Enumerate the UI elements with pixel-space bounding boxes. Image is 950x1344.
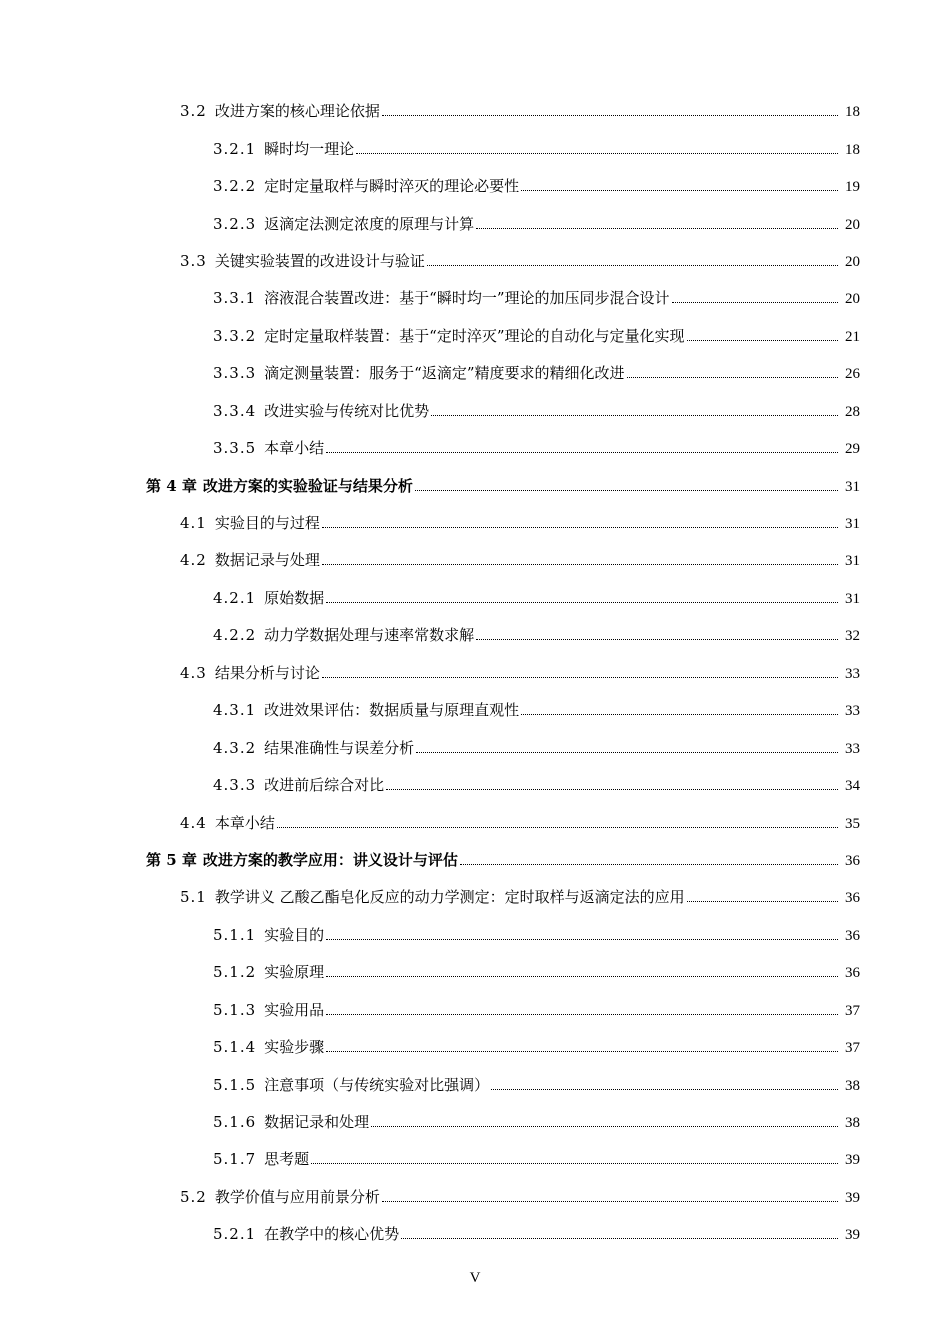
dot-leader — [476, 639, 838, 640]
dot-leader — [326, 452, 838, 453]
toc-entry-line — [213, 213, 860, 234]
toc-entry-title: 改进方案的核心理论依据 — [214, 102, 380, 121]
toc-entry-number: 3.2.3 — [213, 214, 257, 233]
toc-entry-number: 4.3 — [180, 663, 207, 682]
toc-entry-page: 36 — [845, 965, 860, 982]
toc-entry-page: 21 — [845, 328, 860, 345]
dot-leader — [416, 752, 838, 753]
toc-entry[interactable] — [0, 953, 950, 990]
toc-entry-number: 5.2 — [180, 1187, 207, 1206]
dot-leader — [476, 228, 838, 229]
toc-entry-title: 结果准确性与误差分析 — [264, 738, 415, 757]
toc-entry[interactable] — [0, 579, 950, 616]
toc-entry-title: 实验目的与过程 — [214, 514, 320, 533]
dot-leader — [491, 1089, 838, 1090]
toc-entry-title: 在教学中的核心优势 — [264, 1225, 400, 1244]
toc-entry-page: 37 — [845, 1040, 860, 1057]
toc-entry-line — [213, 1148, 860, 1169]
toc-entry-title: 溶液混合装置改进：基于“瞬时均一”理论的加压同步混合设计 — [264, 289, 670, 308]
toc-entry-page: 18 — [845, 104, 860, 121]
toc-entry[interactable] — [0, 654, 950, 691]
dot-leader — [672, 302, 838, 303]
toc-entry-line — [213, 400, 860, 421]
toc-entry-title: 本章小结 — [264, 439, 325, 458]
toc-entry[interactable] — [0, 1065, 950, 1102]
toc-entry-number: 5.2.1 — [213, 1225, 257, 1244]
toc-entry-title: 原始数据 — [264, 588, 325, 607]
toc-entry-page: 38 — [845, 1115, 860, 1132]
toc-entry[interactable] — [0, 392, 950, 429]
toc-entry-page: 31 — [845, 553, 860, 570]
toc-entry-page: 39 — [845, 1189, 860, 1206]
toc-entry[interactable] — [0, 691, 950, 728]
toc-entry-line — [180, 1186, 860, 1207]
toc-entry-page: 20 — [845, 291, 860, 308]
dot-leader — [521, 714, 838, 715]
toc-entry-line — [213, 437, 860, 458]
toc-entry-number: 5.1.5 — [213, 1075, 257, 1094]
toc-entry-page: 28 — [845, 403, 860, 420]
toc-entry-title: 关键实验装置的改进设计与验证 — [214, 251, 425, 270]
toc-entry-title: 实验目的 — [264, 925, 325, 944]
toc-entry[interactable] — [0, 1028, 950, 1065]
toc-entry-line — [146, 849, 860, 870]
toc-entry[interactable] — [0, 541, 950, 578]
toc-entry-page: 36 — [845, 852, 860, 869]
dot-leader — [326, 1051, 838, 1052]
dot-leader — [326, 939, 838, 940]
toc-entry[interactable] — [0, 429, 950, 466]
toc-entry-line — [180, 100, 860, 121]
toc-entry-line — [213, 924, 860, 945]
dot-leader — [386, 789, 838, 790]
toc-entry-line — [213, 624, 860, 645]
toc-entry-number: 4.3.3 — [213, 776, 257, 795]
toc-entry-number: 4.2.2 — [213, 626, 257, 645]
toc-entry-line — [180, 662, 860, 683]
toc-entry-line — [213, 325, 860, 346]
dot-leader — [322, 564, 838, 565]
toc-entry-line — [146, 475, 860, 496]
toc-entry[interactable] — [0, 841, 950, 878]
toc-entry[interactable] — [0, 242, 950, 279]
dot-leader — [401, 1238, 838, 1239]
toc-entry-number: 4.3.2 — [213, 738, 257, 757]
dot-leader — [311, 1163, 838, 1164]
dot-leader — [326, 602, 838, 603]
toc-entry[interactable] — [0, 1140, 950, 1177]
toc-entry-title: 实验原理 — [264, 963, 325, 982]
toc-entry-line — [180, 512, 860, 533]
toc-entry[interactable] — [0, 1178, 950, 1215]
toc-entry-line — [180, 549, 860, 570]
toc-entry-title: 定时定量取样装置：基于“定时淬灭”理论的自动化与定量化实现 — [264, 326, 685, 345]
toc-entry-title: 瞬时均一理论 — [264, 139, 355, 158]
toc-entry-title: 实验用品 — [264, 1000, 325, 1019]
toc-entry-number: 3.3.5 — [213, 439, 257, 458]
toc-entry-number: 5.1.2 — [213, 963, 257, 982]
dot-leader — [277, 827, 838, 828]
toc-entry-title: 改进前后综合对比 — [264, 776, 385, 795]
dot-leader — [687, 901, 838, 902]
toc-entry-title: 改进效果评估：数据质量与原理直观性 — [264, 701, 520, 720]
dot-leader — [427, 265, 838, 266]
toc-entry-title: 改进方案的教学应用：讲义设计与评估 — [202, 850, 458, 869]
toc-entry-page: 29 — [845, 441, 860, 458]
dot-leader — [322, 527, 838, 528]
toc-entry-number: 3.3 — [180, 251, 207, 270]
toc-entry-number: 5.1.7 — [213, 1150, 257, 1169]
toc-entry[interactable] — [0, 466, 950, 503]
toc-entry-title: 动力学数据处理与速率常数求解 — [264, 626, 475, 645]
toc-entry-line — [213, 1111, 860, 1132]
toc-entry-page: 33 — [845, 665, 860, 682]
toc-entry[interactable] — [0, 1215, 950, 1252]
toc-entry-title: 改进实验与传统对比优势 — [264, 401, 430, 420]
toc-entry-line — [213, 961, 860, 982]
toc-entry-line — [213, 287, 860, 308]
dot-leader — [415, 490, 838, 491]
toc-entry[interactable] — [0, 167, 950, 204]
toc-entry-number: 3.3.2 — [213, 326, 257, 345]
toc-entry-title: 结果分析与讨论 — [214, 663, 320, 682]
toc-entry[interactable] — [0, 728, 950, 765]
toc-entry-number: 3.2.2 — [213, 177, 257, 196]
toc-entry[interactable] — [0, 916, 950, 953]
toc-entry-number: 5.1.3 — [213, 1000, 257, 1019]
toc-entry-page: 37 — [845, 1002, 860, 1019]
toc-entry-page: 20 — [845, 216, 860, 233]
dot-leader — [627, 377, 838, 378]
toc-entry-number: 4.2 — [180, 551, 207, 570]
toc-entry-number: 3.3.4 — [213, 401, 257, 420]
toc-entry-page: 38 — [845, 1077, 860, 1094]
toc-entry[interactable] — [0, 204, 950, 241]
toc-entry-page: 32 — [845, 628, 860, 645]
toc-entry-title: 实验步骤 — [264, 1038, 325, 1057]
toc-entry-page: 20 — [845, 253, 860, 270]
toc-entry-line — [213, 175, 860, 196]
toc-entry-line — [213, 999, 860, 1020]
toc-entry-line — [213, 774, 860, 795]
toc-entry[interactable] — [0, 991, 950, 1028]
toc-entry-page: 31 — [845, 478, 860, 495]
table-of-contents — [0, 92, 950, 1253]
toc-entry-number: 第 5 章 — [146, 850, 197, 869]
toc-entry-page: 36 — [845, 890, 860, 907]
dot-leader — [382, 115, 838, 116]
toc-entry-number: 5.1 — [180, 888, 207, 907]
toc-entry-page: 18 — [845, 141, 860, 158]
toc-entry-line — [213, 1074, 860, 1095]
toc-entry-title: 返滴定法测定浓度的原理与计算 — [264, 214, 475, 233]
toc-entry-number: 3.3.1 — [213, 289, 257, 308]
toc-entry[interactable] — [0, 354, 950, 391]
toc-entry-line — [180, 886, 860, 907]
toc-entry-title: 注意事项（与传统实验对比强调） — [264, 1075, 490, 1094]
toc-entry[interactable] — [0, 279, 950, 316]
toc-entry-title: 教学讲义 乙酸乙酯皂化反应的动力学测定：定时取样与返滴定法的应用 — [214, 888, 685, 907]
dot-leader — [356, 153, 838, 154]
toc-entry[interactable] — [0, 129, 950, 166]
dot-leader — [326, 976, 838, 977]
toc-entry-page: 19 — [845, 179, 860, 196]
toc-entry-line — [213, 737, 860, 758]
toc-entry-line — [180, 250, 860, 271]
toc-entry-page: 33 — [845, 703, 860, 720]
dot-leader — [322, 677, 838, 678]
dot-leader — [460, 864, 838, 865]
toc-entry-title: 教学价值与应用前景分析 — [214, 1187, 380, 1206]
toc-entry-line — [213, 1036, 860, 1057]
toc-entry[interactable] — [0, 766, 950, 803]
toc-entry-number: 3.2.1 — [213, 139, 257, 158]
toc-entry[interactable] — [0, 504, 950, 541]
toc-entry[interactable] — [0, 878, 950, 915]
toc-entry[interactable] — [0, 92, 950, 129]
toc-entry-number: 3.2 — [180, 102, 207, 121]
toc-entry-number: 5.1.6 — [213, 1113, 257, 1132]
toc-entry-number: 4.2.1 — [213, 588, 257, 607]
dot-leader — [371, 1126, 838, 1127]
toc-entry-page: 33 — [845, 740, 860, 757]
dot-leader — [431, 415, 838, 416]
toc-entry-page: 36 — [845, 927, 860, 944]
toc-entry-number: 5.1.4 — [213, 1038, 257, 1057]
toc-entry-page: 34 — [845, 778, 860, 795]
toc-entry-line — [213, 1223, 860, 1244]
toc-entry-page: 39 — [845, 1152, 860, 1169]
dot-leader — [687, 340, 838, 341]
toc-entry-number: 4.4 — [180, 813, 207, 832]
toc-entry-title: 改进方案的实验验证与结果分析 — [202, 476, 413, 495]
toc-entry[interactable] — [0, 616, 950, 653]
toc-entry-title: 数据记录与处理 — [214, 551, 320, 570]
toc-entry-line — [213, 587, 860, 608]
dot-leader — [326, 1014, 838, 1015]
toc-entry-title: 数据记录和处理 — [264, 1113, 370, 1132]
toc-entry-title: 思考题 — [264, 1150, 310, 1169]
toc-entry-title: 滴定测量装置：服务于“返滴定”精度要求的精细化改进 — [264, 364, 625, 383]
toc-entry-line — [213, 699, 860, 720]
toc-entry-page: 31 — [845, 590, 860, 607]
toc-entry-page: 35 — [845, 815, 860, 832]
toc-entry-line — [213, 138, 860, 159]
toc-entry-page: 26 — [845, 366, 860, 383]
toc-entry-number: 4.3.1 — [213, 701, 257, 720]
toc-entry-title: 本章小结 — [214, 813, 275, 832]
toc-entry-title: 定时定量取样与瞬时淬灭的理论必要性 — [264, 177, 520, 196]
toc-entry-line — [180, 812, 860, 833]
dot-leader — [521, 190, 838, 191]
toc-entry-number: 3.3.3 — [213, 364, 257, 383]
toc-entry-line — [213, 362, 860, 383]
toc-entry-number: 第 4 章 — [146, 476, 197, 495]
toc-entry[interactable] — [0, 803, 950, 840]
toc-entry-number: 4.1 — [180, 514, 207, 533]
toc-entry-page: 39 — [845, 1227, 860, 1244]
toc-entry-number: 5.1.1 — [213, 925, 257, 944]
page-number-footer: V — [469, 1270, 481, 1286]
toc-entry-page: 31 — [845, 516, 860, 533]
toc-entry[interactable] — [0, 1103, 950, 1140]
dot-leader — [382, 1201, 838, 1202]
toc-entry[interactable] — [0, 317, 950, 354]
